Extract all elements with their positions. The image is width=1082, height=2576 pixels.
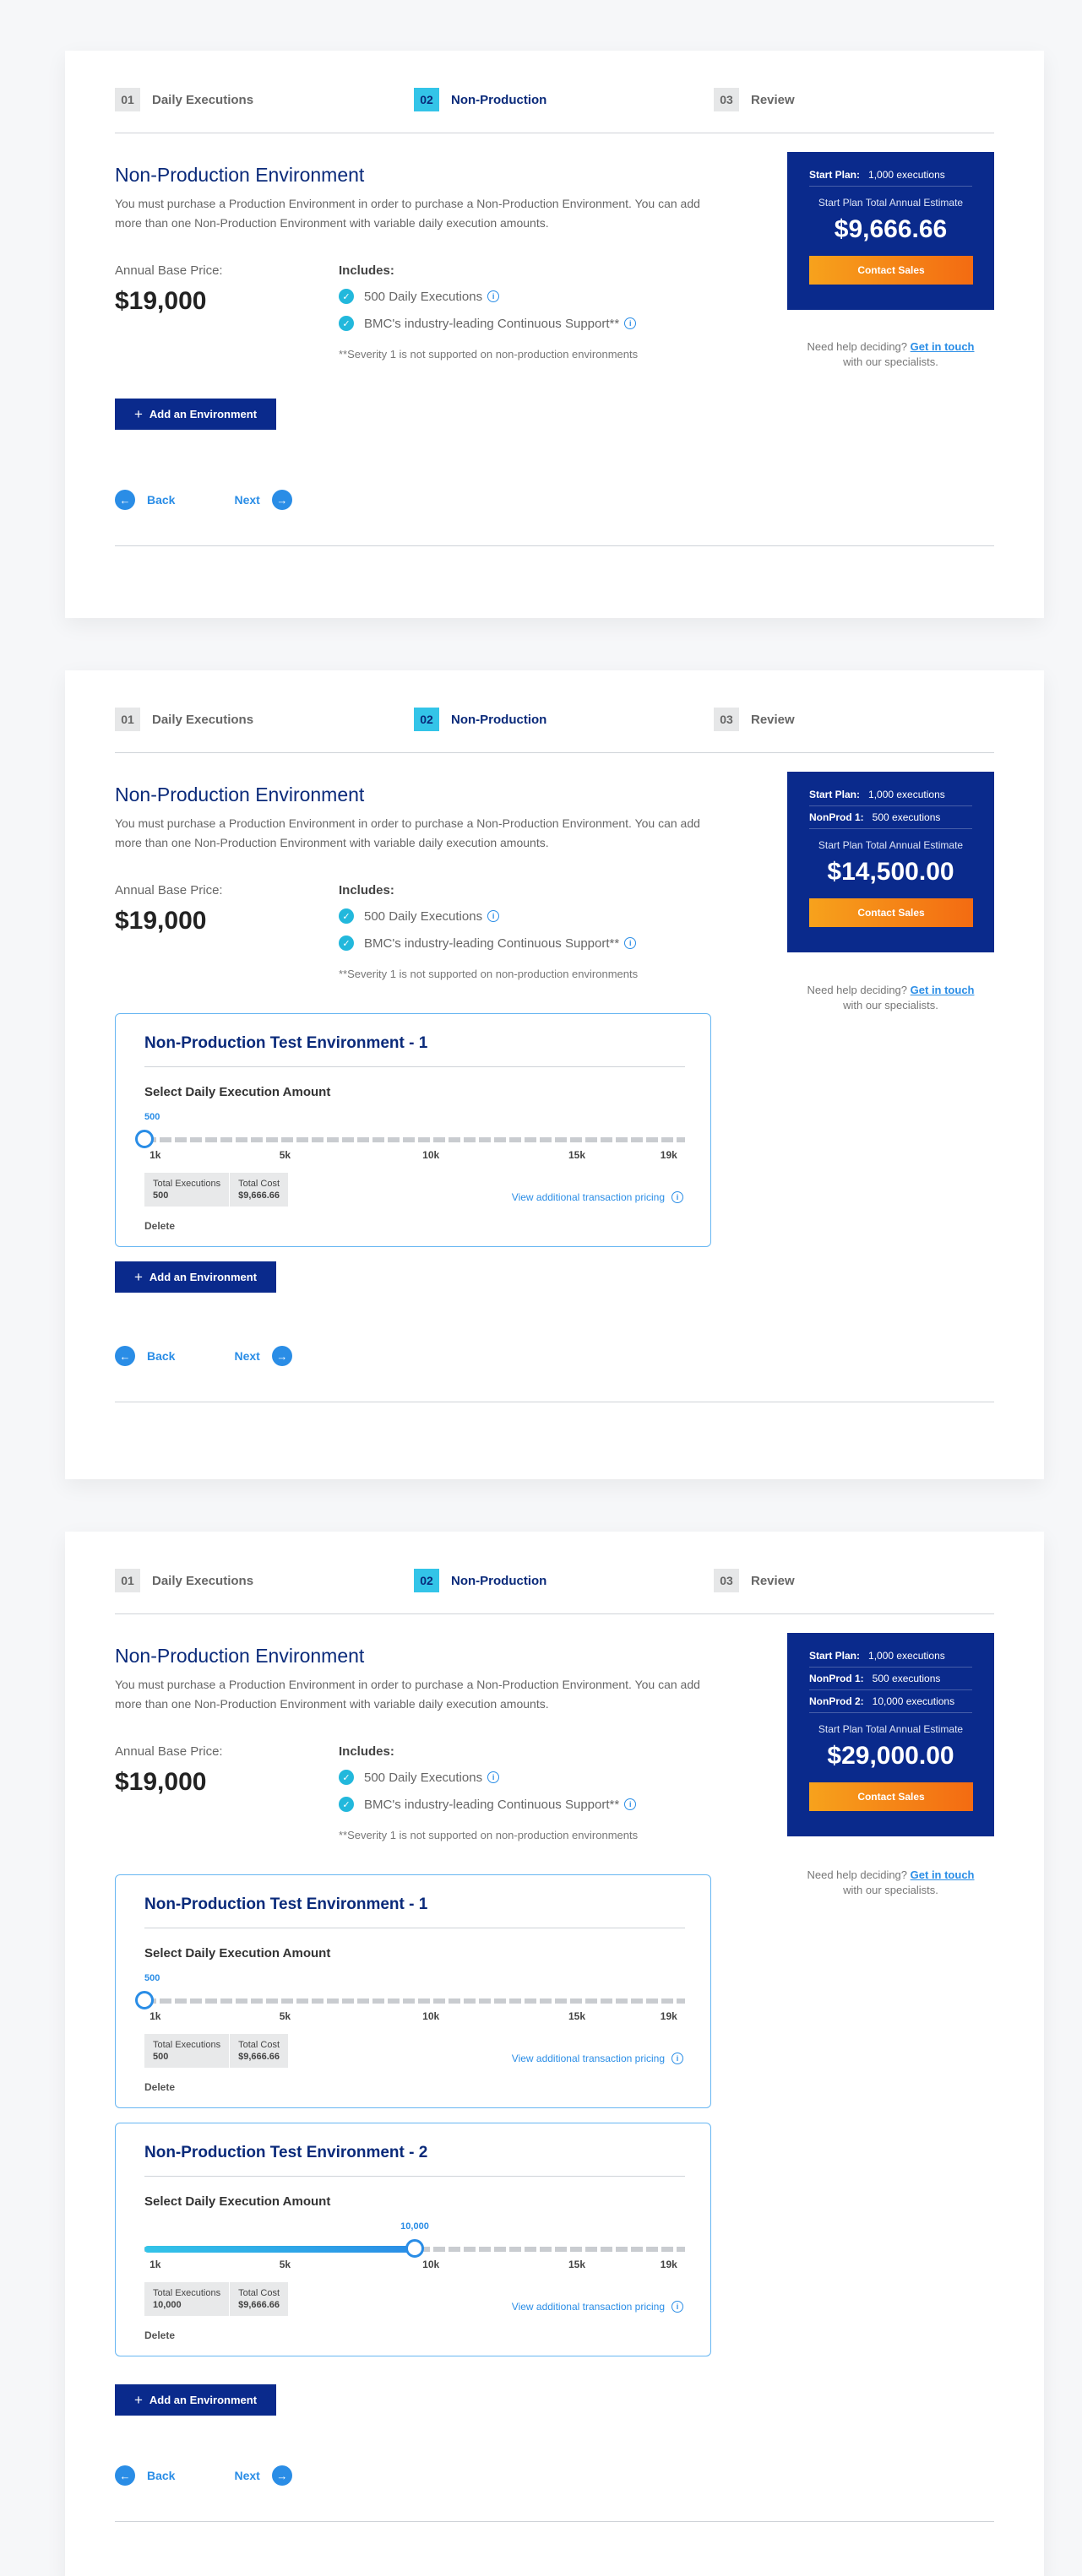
total-executions-value: 10,000 [153, 2300, 182, 2310]
check-icon: ✓ [339, 1797, 354, 1812]
slider-ticks [144, 1149, 685, 1166]
estimate-summary [787, 772, 994, 952]
page-description: You must purchase a Production Environment in order to purchase a Non-Production Environment. You can add more than one Non-Production Environment with variable daily execution amounts. [115, 816, 700, 849]
tick-label: 5k [279, 2010, 291, 2022]
include-item [339, 289, 499, 304]
summary-row-nonprod-1 [809, 806, 972, 829]
total-executions-value: 500 [153, 2052, 169, 2062]
estimate-total: $14,500.00 [827, 858, 954, 886]
total-cost [230, 2282, 288, 2316]
estimate-label: Start Plan Total Annual Estimate [818, 197, 964, 209]
summary-value: 1,000 executions [868, 1650, 945, 1662]
get-in-touch-link[interactable]: Get in touch [910, 1868, 975, 1881]
step-number: 02 [414, 708, 439, 731]
get-in-touch-link[interactable]: Get in touch [910, 984, 975, 996]
summary-value: 500 executions [872, 811, 941, 823]
totals-box [144, 2034, 288, 2068]
include-text: 500 Daily Executions [364, 1770, 483, 1785]
total-cost [230, 1173, 288, 1207]
view-pricing-label: View additional transaction pricing [511, 2301, 665, 2313]
arrow-right-icon: → [272, 490, 292, 510]
step-label: Review [751, 1573, 795, 1588]
back-label: Back [147, 2469, 176, 2482]
help-prefix: Need help deciding? [807, 984, 908, 996]
totals-box [144, 1173, 288, 1207]
include-item [339, 316, 636, 331]
slider-track[interactable] [144, 1137, 685, 1142]
slider-track[interactable] [144, 1998, 685, 2004]
step-label: Non-Production [451, 712, 547, 727]
include-text: 500 Daily Executions [364, 289, 483, 304]
step-number: 02 [414, 88, 439, 111]
arrow-left-icon: ← [115, 490, 135, 510]
contact-sales-button[interactable]: Contact Sales [809, 898, 973, 927]
severity-note: **Severity 1 is not supported on non-production environments [339, 968, 639, 980]
step-number: 01 [115, 1569, 140, 1592]
tick-label: 15k [568, 2010, 586, 2022]
include-text: BMC's industry-leading Continuous Support** [364, 1797, 620, 1812]
check-icon: ✓ [339, 1770, 354, 1785]
step-label: Non-Production [451, 1573, 547, 1588]
totals-box [144, 2282, 288, 2316]
total-cost-value: $9,666.66 [238, 2052, 280, 2062]
environment-title: Non-Production Test Environment - 2 [144, 2144, 428, 2161]
info-icon[interactable]: i [487, 290, 499, 302]
info-icon[interactable]: i [487, 1771, 499, 1783]
delete-button[interactable]: Delete [144, 2081, 176, 2093]
step-non-production[interactable] [414, 708, 546, 731]
divider [115, 2521, 994, 2522]
select-amount-label: Select Daily Execution Amount [144, 1085, 331, 1099]
step-review[interactable] [714, 708, 795, 731]
page-title: Non-Production Environment [115, 1645, 365, 1667]
divider [144, 2176, 685, 2177]
delete-button[interactable]: Delete [144, 2329, 176, 2341]
card-step2-two-env [65, 1532, 1044, 2576]
include-item [339, 1797, 636, 1812]
check-icon: ✓ [339, 289, 354, 304]
execution-slider[interactable] [144, 2221, 685, 2252]
arrow-left-icon: ← [115, 1346, 135, 1366]
view-pricing-label: View additional transaction pricing [511, 1191, 665, 1203]
plus-icon: + [133, 1268, 143, 1285]
arrow-left-icon: ← [115, 2465, 135, 2486]
summary-label: Start Plan: [809, 169, 861, 181]
step-label: Daily Executions [152, 92, 254, 107]
back-button[interactable] [115, 1346, 175, 1366]
info-icon: i [671, 1191, 683, 1203]
total-executions-label: Total Executions [153, 1179, 221, 1189]
summary-value: 500 executions [872, 1673, 941, 1684]
step-daily-executions[interactable] [115, 708, 253, 731]
severity-note: **Severity 1 is not supported on non-production environments [339, 1829, 639, 1841]
includes-title: Includes: [339, 883, 394, 898]
divider [144, 1066, 685, 1067]
environment-panel [115, 1013, 711, 1247]
plus-icon: + [133, 405, 143, 422]
step-number: 02 [414, 1569, 439, 1592]
next-button[interactable] [234, 2465, 291, 2486]
info-icon[interactable]: i [624, 317, 636, 329]
wizard-nav [115, 1346, 292, 1366]
back-button[interactable] [115, 2465, 175, 2486]
stepper [115, 88, 994, 133]
step-label: Non-Production [451, 92, 547, 107]
page-title: Non-Production Environment [115, 784, 365, 805]
tick-label: 10k [422, 2259, 440, 2270]
summary-value: 1,000 executions [868, 169, 945, 181]
include-text: BMC's industry-leading Continuous Support** [364, 316, 620, 331]
include-text: BMC's industry-leading Continuous Support** [364, 935, 620, 951]
add-environment-button[interactable] [115, 2384, 276, 2416]
arrow-right-icon: → [272, 1346, 292, 1366]
summary-row-nonprod-2 [809, 1690, 972, 1713]
environment-title: Non-Production Test Environment - 1 [144, 1034, 428, 1052]
info-icon: i [671, 2301, 683, 2313]
next-label: Next [234, 493, 260, 507]
select-amount-label: Select Daily Execution Amount [144, 1946, 331, 1960]
info-icon[interactable]: i [624, 937, 636, 949]
wizard-nav [115, 2465, 292, 2486]
page-title: Non-Production Environment [115, 164, 365, 186]
summary-label: Start Plan: [809, 1650, 861, 1662]
tick-label: 19k [660, 2259, 677, 2270]
total-cost-value: $9,666.66 [238, 2300, 280, 2310]
include-item [339, 935, 636, 951]
step-non-production[interactable] [414, 1569, 546, 1592]
slider-ticks [144, 2259, 685, 2275]
environment-title: Non-Production Test Environment - 1 [144, 1895, 428, 1913]
back-label: Back [147, 493, 176, 507]
get-in-touch-link[interactable]: Get in touch [910, 340, 975, 353]
include-text: 500 Daily Executions [364, 908, 483, 924]
total-cost-value: $9,666.66 [238, 1190, 280, 1201]
select-amount-label: Select Daily Execution Amount [144, 2194, 331, 2209]
tick-label: 15k [568, 2259, 586, 2270]
tick-label: 15k [568, 1149, 586, 1161]
check-icon: ✓ [339, 935, 354, 951]
base-price-label: Annual Base Price: [115, 263, 223, 278]
delete-button[interactable]: Delete [144, 1220, 176, 1232]
environment-panel [115, 2123, 711, 2356]
total-executions [144, 2282, 230, 2316]
summary-row-start [809, 1645, 972, 1668]
step-label: Review [751, 92, 795, 107]
total-cost-label: Total Cost [238, 1179, 280, 1189]
help-suffix: with our specialists. [843, 355, 938, 368]
estimate-label: Start Plan Total Annual Estimate [818, 839, 964, 851]
next-button[interactable] [234, 490, 291, 510]
tick-label: 5k [279, 1149, 291, 1161]
tick-label: 19k [660, 2010, 677, 2022]
view-pricing-link[interactable] [512, 1191, 683, 1203]
total-executions-label: Total Executions [153, 2288, 221, 2298]
slider-value-label: 500 [144, 1973, 160, 1983]
arrow-right-icon: → [272, 2465, 292, 2486]
summary-value: 1,000 executions [868, 789, 945, 800]
help-text [787, 339, 994, 370]
total-executions [144, 2034, 230, 2068]
estimate-total: $29,000.00 [827, 1742, 954, 1770]
step-review[interactable] [714, 1569, 795, 1592]
step-number: 01 [115, 88, 140, 111]
total-cost [230, 2034, 288, 2068]
base-price: $19,000 [115, 1768, 207, 1796]
tick-label: 10k [422, 2010, 440, 2022]
view-pricing-link[interactable] [512, 2301, 683, 2313]
base-price-label: Annual Base Price: [115, 883, 223, 898]
includes-title: Includes: [339, 1744, 394, 1759]
severity-note: **Severity 1 is not supported on non-production environments [339, 348, 639, 361]
card-step2-no-env [65, 51, 1044, 618]
next-button[interactable] [234, 1346, 291, 1366]
step-number: 01 [115, 708, 140, 731]
add-environment-button[interactable] [115, 399, 276, 430]
info-icon[interactable]: i [487, 910, 499, 922]
summary-label: NonProd 1: [809, 1673, 864, 1684]
step-number: 03 [714, 708, 739, 731]
environment-panel [115, 1874, 711, 2108]
slider-value-label: 500 [144, 1112, 160, 1122]
tick-label: 1k [150, 1149, 161, 1161]
stepper [115, 1569, 994, 1614]
tick-label: 5k [279, 2259, 291, 2270]
help-suffix: with our specialists. [843, 999, 938, 1011]
tick-label: 1k [150, 2010, 161, 2022]
estimate-label: Start Plan Total Annual Estimate [818, 1723, 964, 1735]
slider-thumb[interactable] [135, 1991, 154, 2009]
total-executions-label: Total Executions [153, 2040, 221, 2050]
step-label: Daily Executions [152, 1573, 254, 1588]
execution-slider[interactable] [144, 1973, 685, 2004]
contact-sales-button[interactable]: Contact Sales [809, 1782, 973, 1811]
check-icon: ✓ [339, 908, 354, 924]
step-review[interactable] [714, 88, 795, 111]
summary-label: NonProd 2: [809, 1695, 864, 1707]
include-item [339, 908, 499, 924]
slider-thumb[interactable] [405, 2239, 424, 2258]
add-environment-label: Add an Environment [149, 408, 258, 420]
check-icon: ✓ [339, 316, 354, 331]
total-executions [144, 1173, 230, 1207]
contact-sales-button[interactable]: Contact Sales [809, 256, 973, 285]
summary-label: NonProd 1: [809, 811, 864, 823]
help-prefix: Need help deciding? [807, 1868, 908, 1881]
summary-value: 10,000 executions [872, 1695, 955, 1707]
step-daily-executions[interactable] [115, 88, 253, 111]
includes-title: Includes: [339, 263, 394, 278]
execution-slider[interactable] [144, 1112, 685, 1142]
estimate-summary [787, 1633, 994, 1836]
card-step2-one-env [65, 670, 1044, 1479]
view-pricing-link[interactable] [512, 2053, 683, 2064]
estimate-total: $9,666.66 [834, 215, 948, 243]
estimate-summary [787, 152, 994, 310]
wizard-nav [115, 490, 292, 510]
add-environment-button[interactable] [115, 1261, 276, 1293]
summary-row-start [809, 784, 972, 806]
include-item [339, 1770, 499, 1785]
divider [115, 545, 994, 546]
stepper [115, 708, 994, 753]
back-button[interactable] [115, 490, 175, 510]
plus-icon: + [133, 2391, 143, 2408]
back-label: Back [147, 1349, 176, 1363]
view-pricing-label: View additional transaction pricing [511, 2053, 665, 2064]
info-icon: i [671, 2053, 683, 2064]
base-price: $19,000 [115, 907, 207, 935]
add-environment-label: Add an Environment [149, 1271, 258, 1283]
slider-fill [144, 2246, 415, 2253]
add-environment-label: Add an Environment [149, 2394, 258, 2406]
slider-ticks [144, 2010, 685, 2027]
next-label: Next [234, 1349, 260, 1363]
info-icon[interactable]: i [624, 1798, 636, 1810]
summary-row-start [809, 164, 972, 187]
step-number: 03 [714, 88, 739, 111]
total-cost-label: Total Cost [238, 2040, 280, 2050]
help-suffix: with our specialists. [843, 1884, 938, 1896]
step-non-production[interactable] [414, 88, 546, 111]
page-description: You must purchase a Production Environment in order to purchase a Non-Production Environment. You can add more than one Non-Production Environment with variable daily execution amounts. [115, 197, 700, 230]
base-price-label: Annual Base Price: [115, 1744, 223, 1759]
base-price: $19,000 [115, 287, 207, 315]
help-prefix: Need help deciding? [807, 340, 908, 353]
total-executions-value: 500 [153, 1190, 169, 1201]
tick-label: 10k [422, 1149, 440, 1161]
page-description: You must purchase a Production Environment in order to purchase a Non-Production Environment. You can add more than one Non-Production Environment with variable daily execution amounts. [115, 1678, 700, 1711]
slider-value-label: 10,000 [400, 2221, 429, 2232]
step-daily-executions[interactable] [115, 1569, 253, 1592]
help-text [787, 983, 994, 1013]
step-label: Review [751, 712, 795, 727]
step-label: Daily Executions [152, 712, 254, 727]
slider-thumb[interactable] [135, 1130, 154, 1148]
next-label: Next [234, 2469, 260, 2482]
total-cost-label: Total Cost [238, 2288, 280, 2298]
help-text [787, 1868, 994, 1898]
tick-label: 19k [660, 1149, 677, 1161]
summary-row-nonprod-1 [809, 1668, 972, 1690]
step-number: 03 [714, 1569, 739, 1592]
tick-label: 1k [150, 2259, 161, 2270]
summary-label: Start Plan: [809, 789, 861, 800]
